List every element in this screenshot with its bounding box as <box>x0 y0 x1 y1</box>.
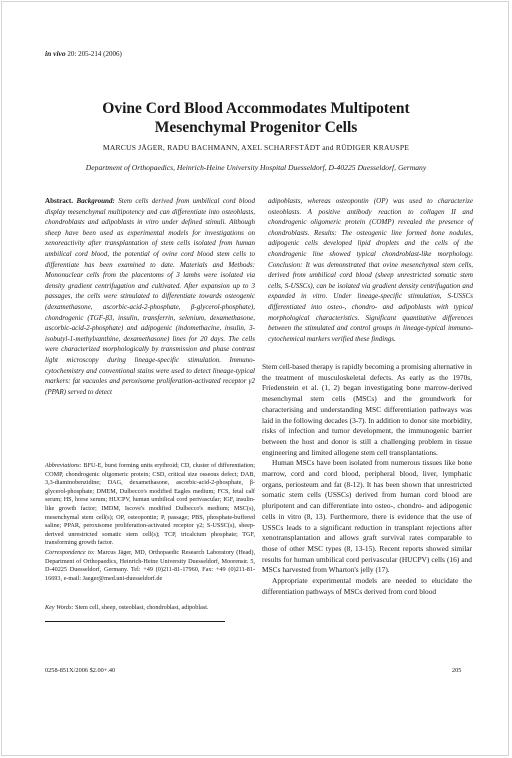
affiliation: Department of Orthopaedics, Heinrich-Heine University Hospital Duesseldorf, D-40225 Duesseldorf, Germany <box>85 163 427 172</box>
footer-rule <box>45 621 225 622</box>
author-list: MARCUS JÄGER, RADU BACHMANN, AXEL SCHARFSTÄDT and RÜDIGER KRAUSPE <box>102 143 410 152</box>
abbrev-text: BFU-E, burst forming units erythroid; CD, cluster of differentiation; COMP, chondrogenic oligomeric protein; CSD, critical size osseous defect; DAB, 3,3-diaminobenzidine; DAG, dexamethasone, ascorbic-acid-2-phosphate, β-glycerol-phosphate; DMEM, Dulbecco's modified Eagles medium; FCS, fetal calf serum; HS, horse serum; HUCPV, human umbilical cord perivascular; IGF, insulin-like growth factor; IMDM, Iscove's modified Dulbecco's medium; MSC(s), mesenchymal stem cell(s); OP, osteopontin; P, passage; PBS, phosphate-buffered saline; PPAR, peroxisome proliferation-activated receptor γ2; S-USSC(s), sheep-derived unrestricted somatic stem cell(s); TCP, tricalcium phosphate; TGF, transforming growth factor. <box>45 462 255 547</box>
correspondence-footnote <box>45 549 255 583</box>
journal-name: in vivo <box>45 49 66 58</box>
keywords-footnote <box>45 604 255 613</box>
abstract-background-label: Background: <box>76 197 115 205</box>
corr-text: Marcus Jäger, MD, Orthopaedic Research Laboratory (Head), Department of Orthopaedics, Heinrich-Heine University Duesseldorf, Moorenstr. 5, D-40225 Duesseldorf, Germany. Tel: +49 (0)211-81-17960, Fax: +49 (0)211-81-16693, e-mail: Jaeger@med.uni-duesseldorf.de <box>45 549 256 582</box>
keywords-text: Stem cell, sheep, osteoblast, chondroblast, adipoblast. <box>75 604 209 611</box>
journal-ref: 20: 205-214 (2006) <box>67 50 122 58</box>
abstract-right-column <box>268 196 473 344</box>
abstract-lead: Abstract. <box>45 197 73 205</box>
body-column <box>262 362 472 597</box>
page-number: 205 <box>452 667 462 674</box>
title-line-2: Mesenchymal Progenitor Cells <box>154 119 358 136</box>
title-line-1: Ovine Cord Blood Accommodates Multipotent <box>102 100 410 117</box>
abbreviations-footnote <box>45 462 255 548</box>
issn-code: 0258-851X/2006 $2.00+.40 <box>45 667 116 674</box>
abbrev-label: Abbreviations: <box>45 462 82 469</box>
abstract-left-column <box>45 196 255 397</box>
body-paragraph-3: Appropriate experimental models are needed to elucidate the differentiation pathways of MSCs derived from cord blood <box>262 576 472 596</box>
article-title <box>0 99 512 137</box>
abstract-left-text: Stem cells derived from umbilical cord blood display mesenchymal multipotency and can differentiate into osteoblasts, chondroblasts and adipoblasts in vitro under defined stimuli. Although sheep have been used as experimental models for investigations on xenoreactivity after transplantation of stem cells isolated from human umbilical cord blood, the potential of ovine cord blood stem cells to differentiate has been examined to date. Materials and Methods: Mononuclear cells from the placentoms of 3 lambs were isolated via density gradient centrifugation and cultivated. After expansion up to 3 passages, the cells were stimulated to differentiate towards osteogenic (dexamethasone, ascorbic-acid-2-phosphate, β-glycerol-phosphate), chondrogenic (TGF-β3, insulin, transferrin, selenium, dexamethasone, ascorbic-acid-2-phosphate) and adipogenic (indomethacine, insulin, 3-isobutyl-1-methylxanthine, dexamethasone) lines for 20 days. The cells were characterized morphologically by transmission and phase contrast light microscopy during lineage-specific stimulation. Immuno-cytochemistry and conventional stains were used to detect lineage-typical markers: fat vacuoles and peroxisome proliferation-activated receptor γ2 (PPAR) served to detect <box>45 197 255 396</box>
journal-header <box>45 49 122 58</box>
corr-label: Correspondence to: <box>45 549 95 556</box>
abstract-right-text: adipoblasts, whereas osteopontin (OP) was used to characterize osteoblasts. A positive antibody reaction to collagen II and chondrogenic oligomeric protein (COMP) revealed the presence of chondroblasts. Results: The osteogenic line formed bone nodules, adipogenic cells developed lipid droplets and the cells of the chondrogenic line showed typical chondroblast-like morphology. Conclusion: It was demonstrated that ovine mesenchymal stem cells, derived from umbilical cord blood (sheep unrestricted somatic stem cells, S-USSCs), can be isolated via gradient density centrifugation and expanded in vitro. Under lineage-specific stimulation, S-USSCs differentiated into osteo-, chondro- and adipoblasts with typical morphological characteristics. Significant quantitative differences between the stimulated and control groups in lineage-typical immuno-cytochemical markers verified these findings. <box>268 197 473 343</box>
body-paragraph-1: Stem cell-based therapy is rapidly becoming a promising alternative in the treatment of musculoskeletal defects. As early as the 1970s, Friedenstein et al. (1, 2) began investigating bone marrow-derived mesenchymal stem cells (MSCs) and the groundwork for characterising and understanding MSC differentiation pathways was laid in the following decades (3-7). In addition to donor site morbidity, risks of infection and tumor development, the immunogenic barrier between the host and donor is still a challenging problem in tissue engineering and limited allogene stem cell transplantations. <box>262 362 472 457</box>
body-paragraph-2: Human MSCs have been isolated from numerous tissues like bone marrow, cord and cord blood, peripheral blood, liver, lymphatic organs, periosteum and fat (8-12). It has been shown that unrestricted somatic stem cells (USSCs) derived from human cord blood are pluripotent and can differentiate into osteo-, chondro- and adipogenic cells in vitro (8, 13). Furthermore, there is evidence that the use of USSCs leads to a significant reduction in transplant rejections after xenotransplantation and allows graft survival rates comparable to those of other MSC types (8, 13-15). Recent reports showed similar results for human umbilical cord perivascular (HUCPV) cells (16) and MSCs harvested from Wharton's jelly (17). <box>262 458 472 575</box>
keywords-label: Key Words: <box>45 604 74 611</box>
